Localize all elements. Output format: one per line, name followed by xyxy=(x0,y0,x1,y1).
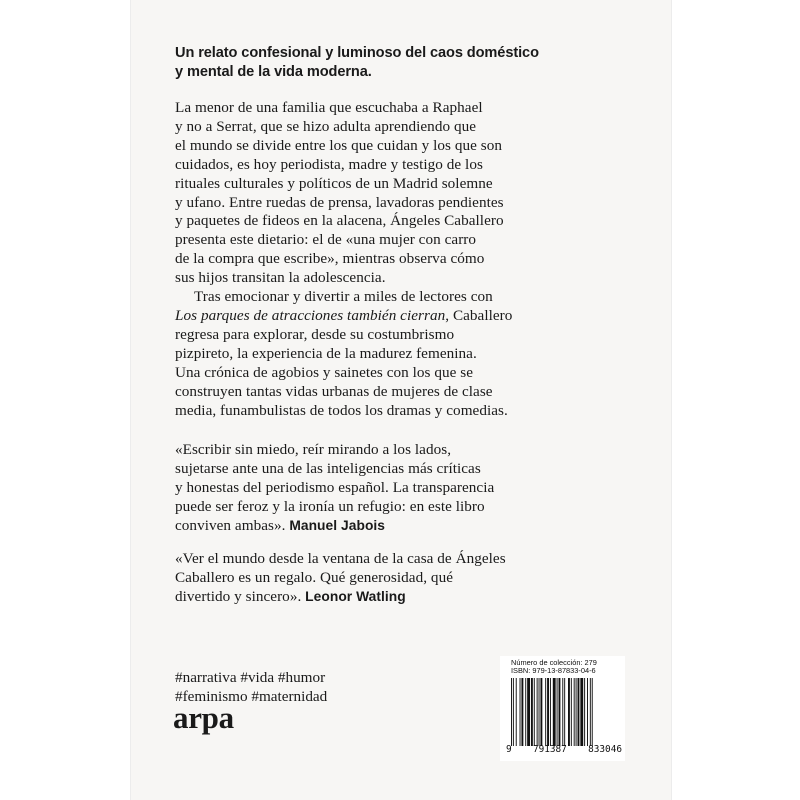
book-title: Los parques de atracciones también cierran xyxy=(175,306,446,324)
headline-line: Un relato confesional y luminoso del caos doméstico xyxy=(175,45,539,61)
text-fragment: , Caballero xyxy=(445,306,513,324)
text-line: y honestas del periodismo español. La transparencia xyxy=(175,479,495,497)
hashtag-line: #narrativa #vida #humor xyxy=(175,669,326,686)
text-line: «Ver el mundo desde la ventana de la casa de Ángeles xyxy=(175,549,506,567)
text-line: y paquetes de fideos en la alacena, Ángeles Caballero xyxy=(175,212,504,230)
text-fragment: divertido y sincero». xyxy=(175,587,306,605)
hashtag-line: #feminismo #maternidad xyxy=(175,688,328,705)
barcode-bar xyxy=(527,678,530,746)
text-line: La menor de una familia que escuchaba a Raphael xyxy=(175,99,483,116)
barcode-bar xyxy=(545,678,546,746)
text-line: de la compra que escribe», mientras observa cómo xyxy=(175,250,485,268)
barcode-bar xyxy=(516,678,517,746)
quote-author: Manuel Jabois xyxy=(289,518,386,534)
text-line: el mundo se divide entre los que cuidan y los que son xyxy=(175,136,503,154)
barcode-digit-group: 791387 xyxy=(532,744,567,755)
headline xyxy=(175,44,575,82)
collection-number: Número de colección: 279 xyxy=(511,658,597,667)
barcode-icon xyxy=(511,678,619,746)
text-line: pizpireto, la experiencia de la madurez femenina. xyxy=(175,344,477,362)
barcode-bar xyxy=(587,678,588,746)
synopsis-paragraph-2 xyxy=(175,288,575,420)
barcode-bar xyxy=(559,678,561,746)
barcode-bar xyxy=(576,678,577,746)
publisher-logo: arpa xyxy=(173,700,234,735)
barcode-bar xyxy=(574,678,575,746)
text-line: «Escribir sin miedo, reír mirando a los lados, xyxy=(175,441,452,459)
text-line: presenta este dietario: el de «una mujer con carro xyxy=(175,231,477,249)
barcode-bar xyxy=(592,678,593,746)
barcode-digit-group: 9 xyxy=(506,744,512,755)
text-line: y no a Serrat, que se hizo adulta aprendiendo que xyxy=(175,117,477,135)
barcode-bar xyxy=(537,678,538,746)
barcode-bar xyxy=(521,678,523,746)
text-line: cuidados, es hoy periodista, madre y testigo de los xyxy=(175,155,483,173)
barcode-bar xyxy=(590,678,591,746)
text-line: Tras emocionar y divertir a miles de lectores con xyxy=(194,288,493,306)
blurb-quote-1 xyxy=(175,441,575,536)
text-line: Caballero es un regalo. Qué generosidad, qué xyxy=(175,568,454,586)
barcode-label xyxy=(500,656,625,761)
barcode-bar xyxy=(571,678,572,746)
barcode-bar xyxy=(564,678,565,746)
text-line: construyen tantas vidas urbanas de mujeres de clase xyxy=(175,382,493,400)
barcode-bar xyxy=(513,678,514,746)
isbn-text: ISBN: 979-13-87833-04-6 xyxy=(511,666,596,675)
barcode-bar xyxy=(553,678,556,746)
barcode-bar xyxy=(557,678,558,746)
barcode-bar xyxy=(511,678,512,746)
barcode-bar xyxy=(539,678,540,746)
barcode-bar xyxy=(550,678,551,746)
back-cover-text xyxy=(175,44,575,607)
quote-author: Leonor Watling xyxy=(305,588,406,604)
barcode-bar xyxy=(525,678,526,746)
text-line: puede ser feroz y la ironía un refugio: en este libro xyxy=(175,498,485,516)
text-line: media, funambulistas de todos los dramas y comedias. xyxy=(175,401,508,419)
text-line: regresa para explorar, desde su costumbrismo xyxy=(175,325,455,343)
headline-line: y mental de la vida moderna. xyxy=(175,64,372,80)
barcode-bar xyxy=(547,678,549,746)
text-fragment: conviven ambas». xyxy=(175,517,290,535)
text-line: sus hijos transitan la adolescencia. xyxy=(175,269,386,287)
text-line: Una crónica de agobios y sainetes con los que se xyxy=(175,363,474,381)
synopsis-paragraph-1 xyxy=(175,99,575,288)
barcode-digit-group: 833046 xyxy=(588,744,622,755)
barcode-digits xyxy=(506,744,622,755)
barcode-bar xyxy=(562,678,563,746)
text-line: rituales culturales y políticos de un Madrid solemne xyxy=(175,174,493,192)
blurb-quote-2 xyxy=(175,550,575,607)
text-line: sujetarse ante una de las inteligencias más críticas xyxy=(175,460,481,478)
barcode-bar xyxy=(568,678,570,746)
barcode-bar xyxy=(531,678,533,746)
barcode-bar xyxy=(520,678,521,746)
text-line: y ufano. Entre ruedas de prensa, lavadoras pendientes xyxy=(175,193,504,211)
barcode-bar xyxy=(584,678,585,746)
barcode-bar xyxy=(534,678,535,746)
text-line xyxy=(175,307,575,326)
barcode-bar xyxy=(578,678,580,746)
barcode-bar xyxy=(580,678,583,746)
text-line xyxy=(175,588,575,607)
barcode-bar xyxy=(540,678,542,746)
text-line xyxy=(175,517,575,536)
